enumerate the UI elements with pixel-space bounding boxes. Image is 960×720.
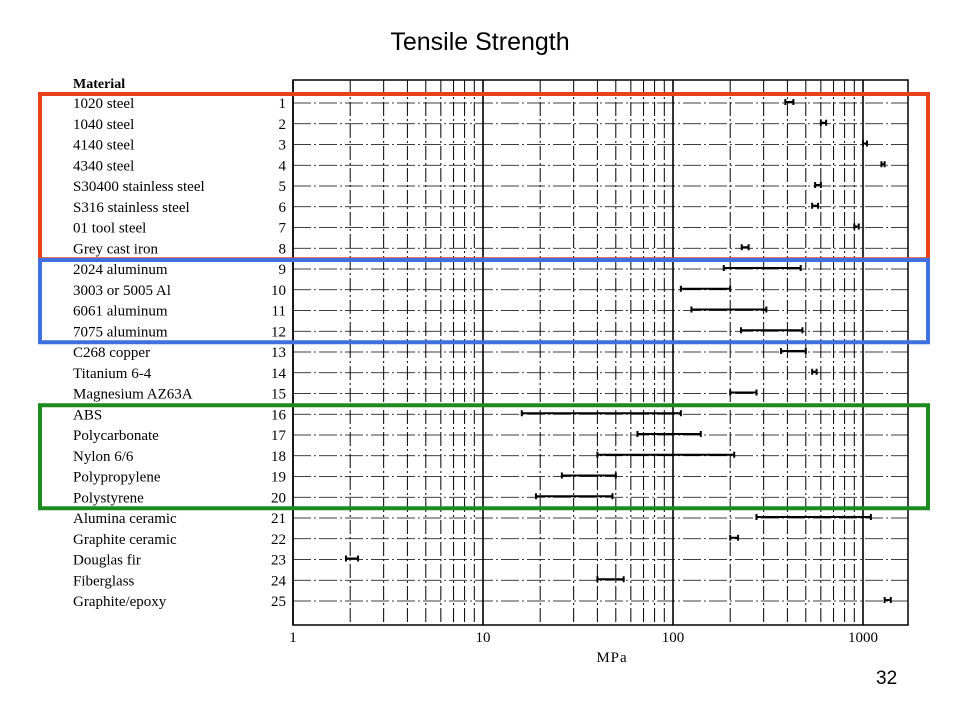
material-index: 1: [278, 96, 286, 112]
material-index: 15: [271, 386, 286, 403]
material-index: 20: [271, 490, 286, 507]
material-name: 1040 steel: [73, 116, 135, 133]
range-bar: [741, 327, 802, 333]
material-index: 19: [271, 469, 286, 486]
material-index: 8: [278, 241, 286, 258]
highlight-box: [40, 405, 928, 508]
material-index: 11: [271, 303, 286, 320]
material-index: 17: [271, 428, 286, 444]
highlight-box: [40, 94, 928, 259]
range-bar: [730, 535, 738, 541]
range-bar: [597, 452, 734, 458]
range-bars: [346, 99, 891, 603]
page-number: 32: [876, 668, 898, 689]
range-bar: [781, 348, 806, 354]
material-name: 01 tool steel: [73, 220, 147, 237]
material-index: 2: [278, 116, 286, 133]
slide-title: Tensile Strength: [390, 28, 570, 56]
material-index: 21: [271, 511, 286, 527]
range-bar: [562, 473, 616, 479]
range-bar: [756, 514, 870, 520]
range-bar: [597, 576, 623, 582]
plot-frame: [293, 80, 908, 625]
material-name: 4340 steel: [73, 158, 135, 175]
grid-lines: [293, 80, 908, 625]
material-name: Polystyrene: [73, 490, 144, 507]
material-name: Polycarbonate: [73, 428, 159, 444]
material-index: 6: [278, 199, 286, 216]
material-index: 12: [271, 324, 286, 341]
material-index: 7: [278, 220, 286, 237]
range-bar: [691, 307, 766, 313]
range-bar: [854, 224, 858, 230]
material-index: 18: [271, 448, 286, 465]
material-index: 24: [271, 573, 286, 590]
material-name: Nylon 6/6: [73, 448, 134, 465]
range-bar: [346, 556, 358, 562]
range-bar: [742, 244, 749, 250]
range-bar: [730, 390, 756, 396]
range-bar: [815, 182, 821, 188]
material-index: 22: [271, 531, 286, 548]
range-bar: [681, 286, 730, 292]
material-name: 2024 aluminum: [73, 262, 168, 278]
range-bar: [785, 99, 793, 105]
material-name: ABS: [73, 407, 103, 424]
x-tick-label: 100: [661, 630, 685, 646]
range-bar: [637, 431, 700, 437]
material-name: Magnesium AZ63A: [73, 386, 193, 403]
range-bar: [812, 369, 816, 375]
material-index: 23: [271, 552, 286, 569]
material-index: 16: [271, 407, 286, 424]
x-tick-label: 1: [289, 630, 297, 646]
material-name: Douglas fir: [73, 552, 141, 569]
range-bar: [812, 203, 818, 209]
material-name: Graphite/epoxy: [73, 594, 167, 610]
range-bar: [522, 410, 681, 416]
highlight-boxes: [40, 94, 928, 508]
material-index: 13: [271, 345, 286, 361]
material-index: 3: [278, 137, 286, 154]
material-index: 5: [278, 179, 286, 195]
range-bar: [821, 120, 826, 126]
material-index: 10: [271, 282, 286, 299]
material-name: Titanium 6-4: [73, 365, 152, 382]
x-tick-label: 10: [475, 630, 491, 646]
x-tick-label: 1000: [848, 630, 878, 646]
material-name: Graphite ceramic: [73, 531, 177, 548]
x-axis-label: MPa: [596, 650, 628, 666]
material-index: 9: [278, 262, 286, 278]
material-name: C268 copper: [73, 345, 151, 361]
material-name: Alumina ceramic: [73, 511, 177, 527]
x-axis: [289, 630, 878, 666]
range-bar: [724, 265, 801, 271]
material-name: S30400 stainless steel: [73, 179, 205, 195]
material-index: 4: [278, 158, 286, 175]
material-index: 25: [271, 594, 286, 610]
range-bar: [536, 493, 612, 499]
range-bar: [881, 161, 884, 167]
material-name: 1020 steel: [73, 96, 135, 112]
material-name: S316 stainless steel: [73, 199, 190, 216]
range-bar: [885, 597, 891, 603]
material-index: 14: [271, 365, 286, 382]
material-name: Grey cast iron: [73, 241, 158, 258]
material-name: Fiberglass: [73, 573, 135, 590]
material-name: 3003 or 5005 Al: [73, 282, 171, 299]
material-name: 7075 aluminum: [73, 324, 168, 341]
material-name: 4140 steel: [73, 137, 135, 154]
material-name: 6061 aluminum: [73, 303, 168, 320]
range-bar: [863, 141, 867, 147]
material-name: Polypropylene: [73, 469, 161, 486]
material-header: Material: [73, 77, 126, 92]
